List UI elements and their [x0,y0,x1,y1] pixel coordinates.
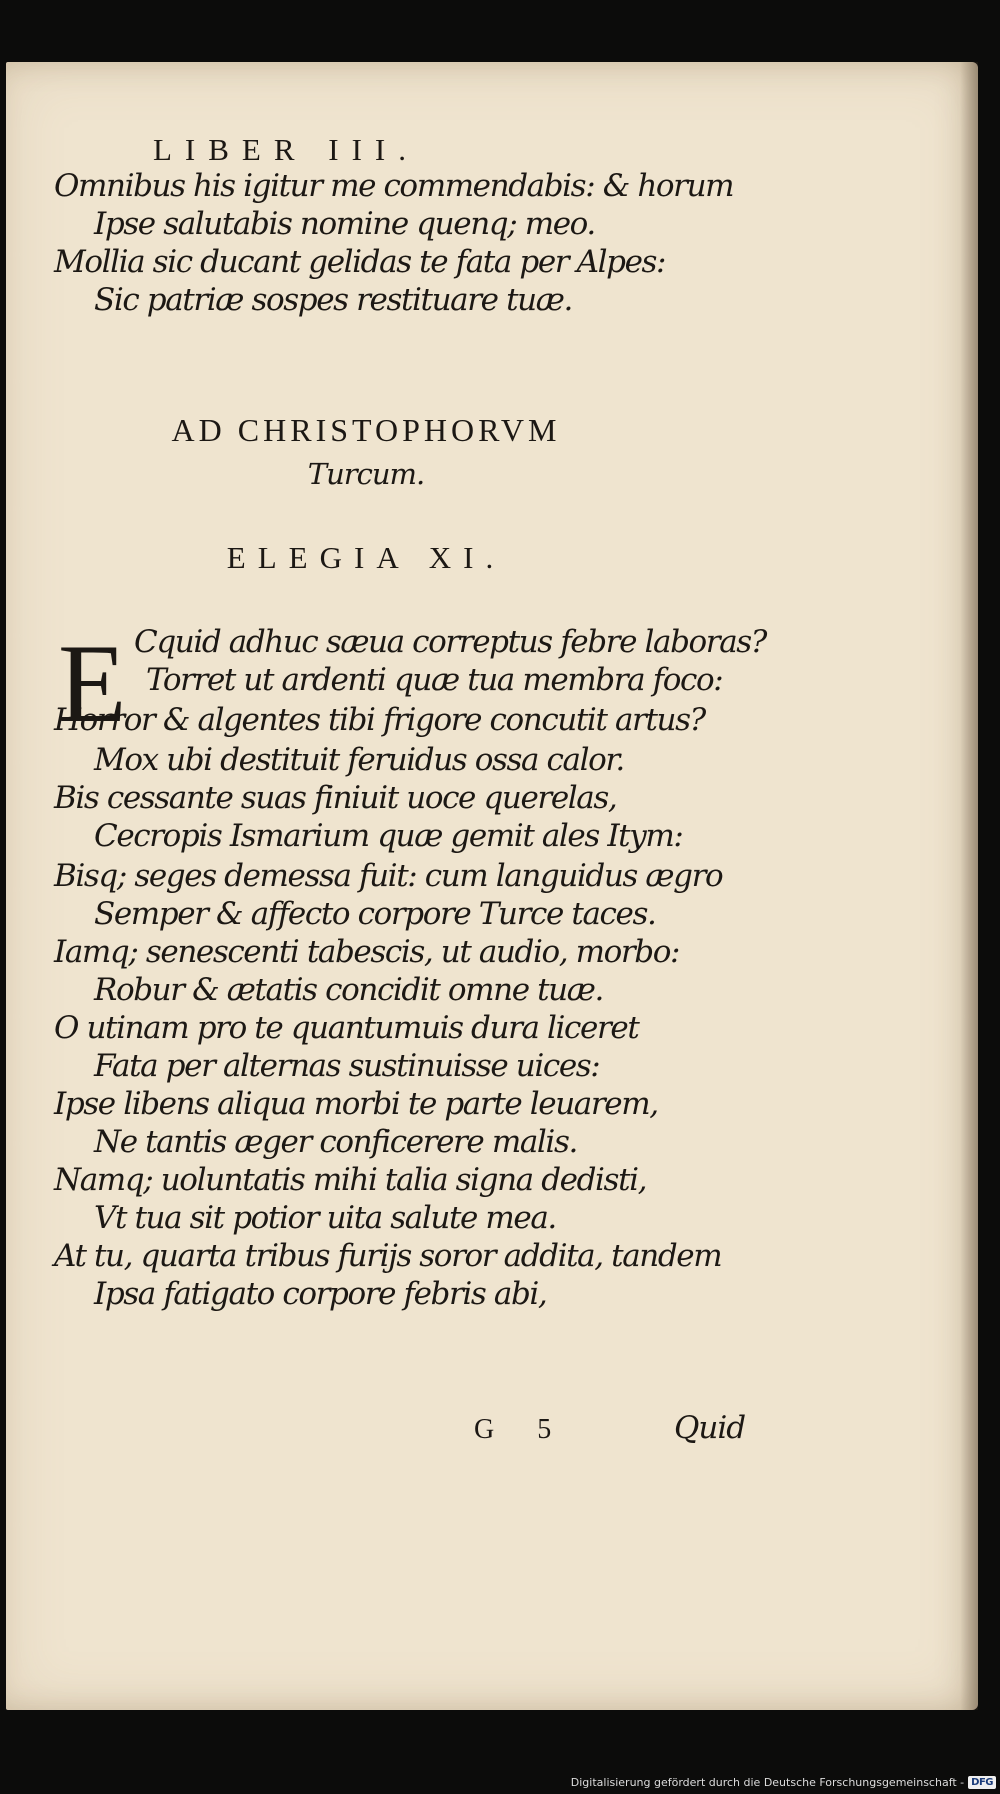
verse-line: Mox ubi destituit feruidus ossa calor. [94,742,624,778]
poem-heading-addressee: AD CHRISTOPHORVM [171,412,561,448]
credit-text: Digitalisierung gefördert durch die Deutsche Forschungsgemeinschaft - [570,1775,965,1789]
verse-line: Semper & affecto corpore Turce taces. [94,896,656,932]
verse-line: Omnibus his igitur me commendabis: & horum [54,168,734,204]
verse-line: Mollia sic ducant gelidas te fata per Alpes: [54,244,666,280]
verse-line: Ipsa fatigato corpore febris abi, [94,1276,547,1312]
verse-line: Robur & ætatis concidit omne tuæ. [94,972,603,1008]
verse-line: Namq; uoluntatis mihi talia signa dedisti, [54,1162,647,1198]
verse-line: Torret ut ardenti quæ tua membra foco: [146,662,723,698]
drop-cap: E [58,622,127,746]
verse-line: Vt tua sit potior uita salute mea. [94,1200,556,1236]
verse-line: Cecropis Ismarium quæ gemit ales Itym: [94,818,683,854]
verse-line: Cquid adhuc sæua correptus febre laboras? [134,624,767,660]
running-head: LIBER III. [152,132,420,167]
verse-line: Bisq; seges demessa fuit: cum languidus ægro [54,858,723,894]
verse-line: Sic patriæ sospes restituare tuæ. [94,282,572,318]
book-page [6,62,978,1710]
verse-line: O utinam pro te quantumuis dura liceret [54,1010,639,1046]
verse-line: At tu, quarta tribus furijs soror addita, tandem [54,1238,722,1274]
verse-line: Iamq; senescenti tabescis, ut audio, morbo: [54,934,680,970]
verse-line: Ipse salutabis nomine quenq; meo. [94,206,595,242]
verse-line: Horror & algentes tibi frigore concutit artus? [54,702,705,738]
verse-line: Ipse libens aliqua morbi te parte leuarem, [54,1086,658,1122]
catchword: Quid [674,1410,746,1446]
digitization-credit [571,1772,996,1792]
dfg-logo-icon: DFG [968,1776,996,1789]
verse-line: Bis cessante suas finiuit uoce querelas, [54,780,617,816]
signature-mark: G 5 [474,1414,570,1445]
verse-line: Ne tantis æger conficerere malis. [94,1124,577,1160]
verse-line: Fata per alternas sustinuisse uices: [94,1048,600,1084]
poem-heading-name: Turcum. [307,457,425,491]
section-title: ELEGIA XI. [226,540,506,575]
